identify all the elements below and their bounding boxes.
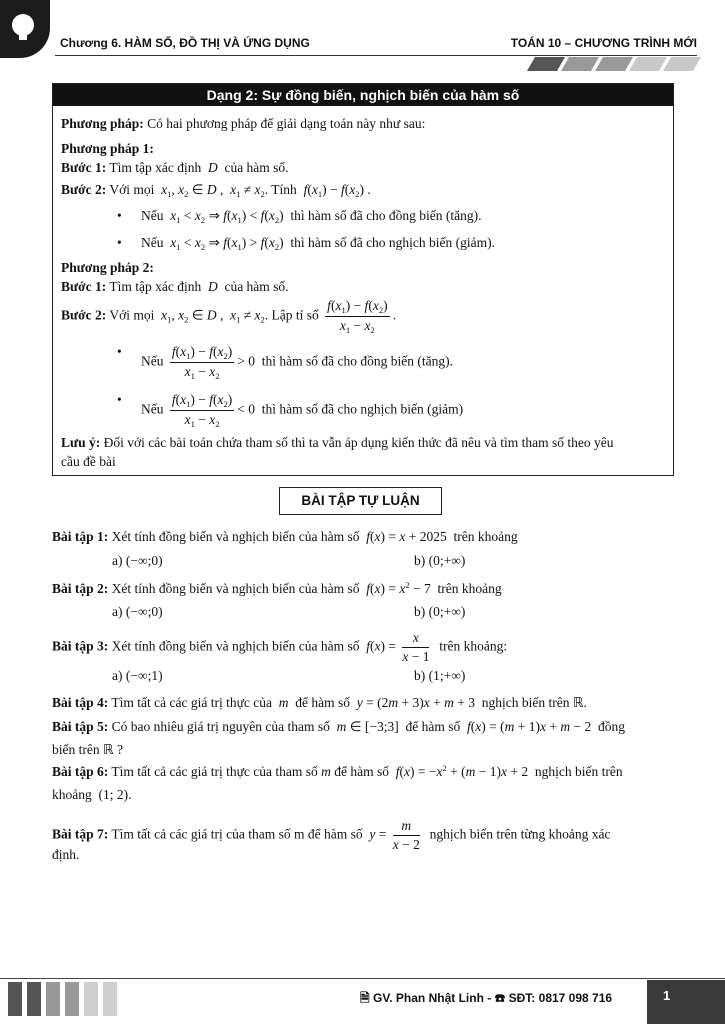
exercise-5: Bài tập 5: Có bao nhiêu giá trị nguyên của tham số m ∈ [−3;3] để hàm số f(x) = (m + 1)x + m − 2 đồng [52,719,625,734]
footer-stripes [8,982,117,1016]
exercise-2a: a) (−∞;0) [112,604,163,619]
exercise-6: Bài tập 6: Tìm tất cả các giá trị thực của tham số m để hàm số $f(x) = -x^2 + (m - 1)x + 2$ nghịch biến trên [52,763,623,779]
exercise-1: Bài tập 1: Xét tính đồng biến và nghịch biến của hàm số f(x) = x + 2025 trên khoảng [52,529,518,544]
m1-step2: Bước 2: Với mọi $x_1$, $x_2$ ∈ D , $x_1 \ne x_2$. Tính $f(x_1) - f(x_2)$ . [61,182,371,199]
header-divider [55,55,697,56]
exercise-3a: a) (−∞;1) [112,668,163,683]
exercise-3: Bài tập 3: Xét tính đồng biến và nghịch biến của hàm số f(x) = $\frac{x}{x - 1}$ trên khoảng: [52,630,508,664]
exercise-1a: a) (−∞;0) [112,553,163,568]
method2-title: Phương pháp 2: [61,260,154,275]
exercise-3b: b) (1;+∞) [414,668,466,683]
method1-title: Phương pháp 1: [61,141,154,156]
method-intro: Phương pháp: Có hai phương pháp để giải dạng toán này như sau: [61,116,426,131]
header-stripes [531,57,697,71]
exercise-2: Bài tập 2: Xét tính đồng biến và nghịch biến của hàm số $f(x) = x^2 - 7$ trên khoảng [52,580,502,596]
m1-step1: Bước 1: Tìm tập xác định D của hàm số. [61,160,289,175]
m2-step2: Bước 2: Với mọi $x_1$, $x_2$ ∈ D , $x_1 \ne x_2$. Lập tỉ số $\frac{f(x_1) - f(x_2)}{x_1 - x_2}$ . [61,298,396,335]
chapter-title: Chương 6. HÀM SỐ, ĐỒ THỊ VÀ ỨNG DỤNG [60,36,310,50]
note-line1: Lưu ý: Đối với các bài toán chứa tham số thì ta vẫn áp dụng kiến thức đã nêu và tìm tham số theo yêu [61,435,614,450]
box-title: Dạng 2: Sự đồng biến, nghịch biến của hàm số [53,84,673,106]
logo-icon [12,14,34,36]
m2-bullet-increasing: • Nếu $\frac{f(x_1) - f(x_2)}{x_1 - x_2}$ > 0 thì hàm số đã cho đồng biến (tăng). [141,344,453,381]
page-number: 1 [647,980,725,1024]
exercise-7: Bài tập 7: Tìm tất cả các giá trị của tham số m để hàm số y = $\frac{m}{x - 2}$ nghịch biến trên từng khoảng xác [52,818,611,852]
phone-number: SĐT: 0817 098 716 [508,991,613,1005]
m1-bullet-decreasing: • Nếu $x_1 < x_2$ ⇒ $f(x_1) > f(x_2)$ thì hàm số đã cho nghịch biến (giảm). [141,235,495,252]
m2-bullet-decreasing: • Nếu $\frac{f(x_1) - f(x_2)}{x_1 - x_2}$ < 0 thì hàm số đã cho nghịch biến (giảm) [141,392,463,429]
teacher-name: GV. Phan Nhật Linh [373,991,484,1005]
exercise-7-line2: định. [52,847,80,862]
exercise-5-line2: biến trên ℝ ? [52,742,124,757]
exercise-2b: b) (0;+∞) [414,604,466,619]
document-icon: 🗎 [360,991,370,1005]
method-box [52,83,674,476]
course-title: TOÁN 10 – CHƯƠNG TRÌNH MỚI [510,36,697,50]
section-title: BÀI TẬP TỰ LUẬN [279,487,442,515]
footer-divider [0,978,725,979]
exercise-6-line2: khoảng (1; 2). [52,787,132,802]
footer-contact: 🗎 GV. Phan Nhật Linh - ☎ SĐT: 0817 098 716 [360,991,613,1005]
note-line2: cầu đề bài [61,454,116,469]
phone-icon: ☎ [494,991,506,1005]
logo [0,0,50,58]
m1-bullet-increasing: • Nếu $x_1 < x_2$ ⇒ $f(x_1) < f(x_2)$ thì hàm số đã cho đồng biến (tăng). [141,208,482,225]
exercise-4: Bài tập 4: Tìm tất cả các giá trị thực của m để hàm số y = (2m + 3)x + m + 3 nghịch biến trên ℝ. [52,695,587,710]
exercise-1b: b) (0;+∞) [414,553,466,568]
m2-step1: Bước 1: Tìm tập xác định D của hàm số. [61,279,289,294]
